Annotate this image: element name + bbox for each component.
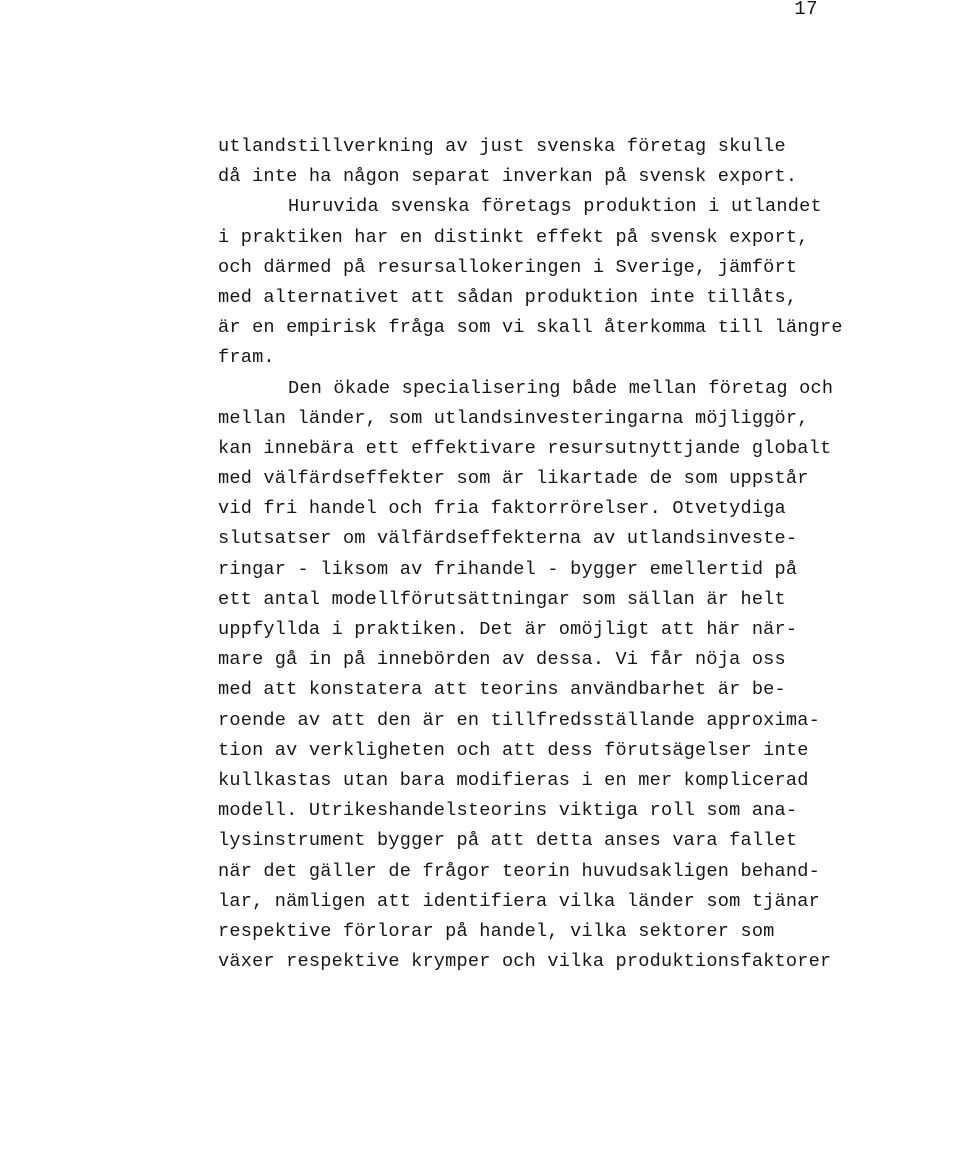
text-line: kullkastas utan bara modifieras i en mer komplicerad [218,769,809,791]
text-line: modell. Utrikeshandelsteorins viktiga roll som ana- [218,800,798,822]
text-line: vid fri handel och fria faktorrörelser. Otvetydiga [218,498,786,520]
text-line: kan innebära ett effektivare resursutnyttjande globalt [218,437,832,459]
text-line: tion av verkligheten och att dess förutsägelser inte [218,739,809,761]
text-line: mare gå in på innebörden av dessa. Vi får nöja oss [218,649,786,671]
text-line: med välfärdseffekter som är likartade de som uppstår [218,468,809,490]
text-line: ett antal modellförutsättningar som sällan är helt [218,588,786,610]
text-line: Huruvida svenska företags produktion i utlandet [288,196,822,218]
text-line: är en empirisk fråga som vi skall återkomma till längre [218,317,843,339]
text-line: med att konstatera att teorins användbarhet är be- [218,679,786,701]
text-line: fram. [218,347,275,369]
page-number: 17 [794,0,818,20]
text-line: ringar - liksom av frihandel - bygger emellertid på [218,558,798,580]
text-line: då inte ha någon separat inverkan på svensk export. [218,166,798,188]
text-line: mellan länder, som utlandsinvesteringarna möjliggör, [218,407,809,429]
text-line: med alternativet att sådan produktion inte tillåts, [218,286,798,308]
text-line: i praktiken har en distinkt effekt på svensk export, [218,226,809,248]
text-line: roende av att den är en tillfredsställande approxima- [218,709,820,731]
text-line: slutsatser om välfärdseffekterna av utlandsinveste- [218,528,798,550]
text-line: utlandstillverkning av just svenska företag skulle [218,136,786,157]
text-line: uppfyllda i praktiken. Det är omöjligt att här när- [218,619,798,640]
text-line: växer respektive krymper och vilka produktionsfaktorer [218,951,832,973]
text-line: Den ökade specialisering både mellan företag och [288,377,834,399]
text-line: lysinstrument bygger på att detta anses vara fallet [218,830,798,852]
body-text [218,132,918,977]
text-line: respektive förlorar på handel, vilka sektorer som [218,920,775,942]
text-line: lar, nämligen att identifiera vilka länder som tjänar [218,890,820,912]
text-line: och därmed på resursallokeringen i Sverige, jämfört [218,256,798,278]
text-line: när det gäller de frågor teorin huvudsakligen behand- [218,860,820,882]
